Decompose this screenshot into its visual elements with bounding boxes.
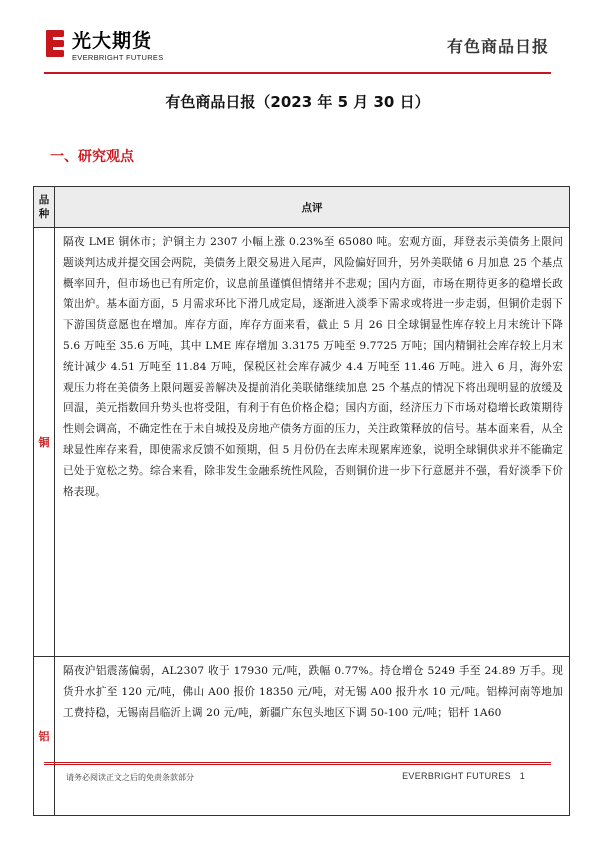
logo-english: EVERBRIGHT FUTURES [72,53,164,62]
report-type-label: 有色商品日报 [446,37,549,56]
document-title: 有色商品日报（2023 年 5 月 30 日） [165,93,430,111]
commentary-table [33,186,570,816]
variety-cell: 铝 [34,657,55,816]
header-divider [44,72,551,74]
footer-company-name: EVERBRIGHT FUTURES [402,771,511,781]
footer-company [402,771,525,781]
footer-divider [44,762,551,763]
variety-cell: 铜 [34,228,55,657]
footer-disclaimer: 请务必阅读正文之后的免责条款部分 [66,773,194,782]
comment-column-header: 点评 [55,187,570,228]
table-row [34,657,570,816]
page-number: 1 [519,771,525,781]
comment-cell: 隔夜 LME 铜休市；沪铜主力 2307 小幅上涨 0.23%至 65080 吨。宏观方面，拜登表示美债务上限问题谈判达成并提交国会两院，美债务上限交易进入尾声，风险偏好回升，另外美联储 6 月加息 25 个基点概率回升，但市场也已有所定价，议息前虽谨慎但情绪并不悲观；国内方面，市场在期待更多的稳增长政策出炉。基本面方面，5 月需求环比下滑几成定局，逐渐进入淡季下需求或将进一步走弱，但铜价走弱下下游国货意愿也在增加。库存方面，库存方面来看，截止 5 月 26 日全球铜显性库存较上月末统计下降 5.6 万吨至 35.6 万吨，其中 LME 库存增加 3.3175 万吨至 9.7725 万吨；国内精铜社会库存较上月末统计减少 4.51 万吨至 11.84 万吨，保税区社会库存减少 4.4 万吨至 11.46 万吨。进入 6 月，海外宏观压力将在美债务上限问题妥善解决及提前消化美联储继续加息 25 个基点的情况下将出现明显的放缓及回温，美元指数回升势头也将受阻，有利于有色价格企稳；国内方面，经济压力下市场对稳增长政策期待性则会调高，不确定性在于未自城投及房地产债务方面的压力，关注政策释放的信号。基本面来看，从全球显性库存来看，即使需求反馈不如预期，但 5 月份仍在去库未现累库迹象，说明全球铜供求并不能确定已处于宽松之势。综合来看，除非发生金融系统性风险，否则铜价进一步下行意愿并不强，看好淡季下价格表现。 [55,228,570,657]
company-logo [44,26,174,70]
table-header-row [34,187,570,228]
section-heading: 一、研究观点 [50,149,134,165]
page-header [0,0,595,86]
variety-column-header: 品种 [34,187,55,228]
logo-mark-icon [44,26,68,66]
footer-divider-secondary [44,764,551,765]
comment-cell: 隔夜沪铝震荡偏弱，AL2307 收于 17930 元/吨，跌幅 0.77%。持仓增仓 5249 手至 24.89 万手。现货升水扩至 120 元/吨，佛山 A00 报价 18350 元/吨，对无锡 A00 报升水 10 元/吨。铝棒河南等地加工费持稳，无锡南昌临沂上调 20 元/吨，新疆广东包头地区下调 50-100 元/吨；铝杆 1A60 [55,657,570,816]
table-row [34,228,570,657]
logo-name: 光大期货 [72,30,153,52]
